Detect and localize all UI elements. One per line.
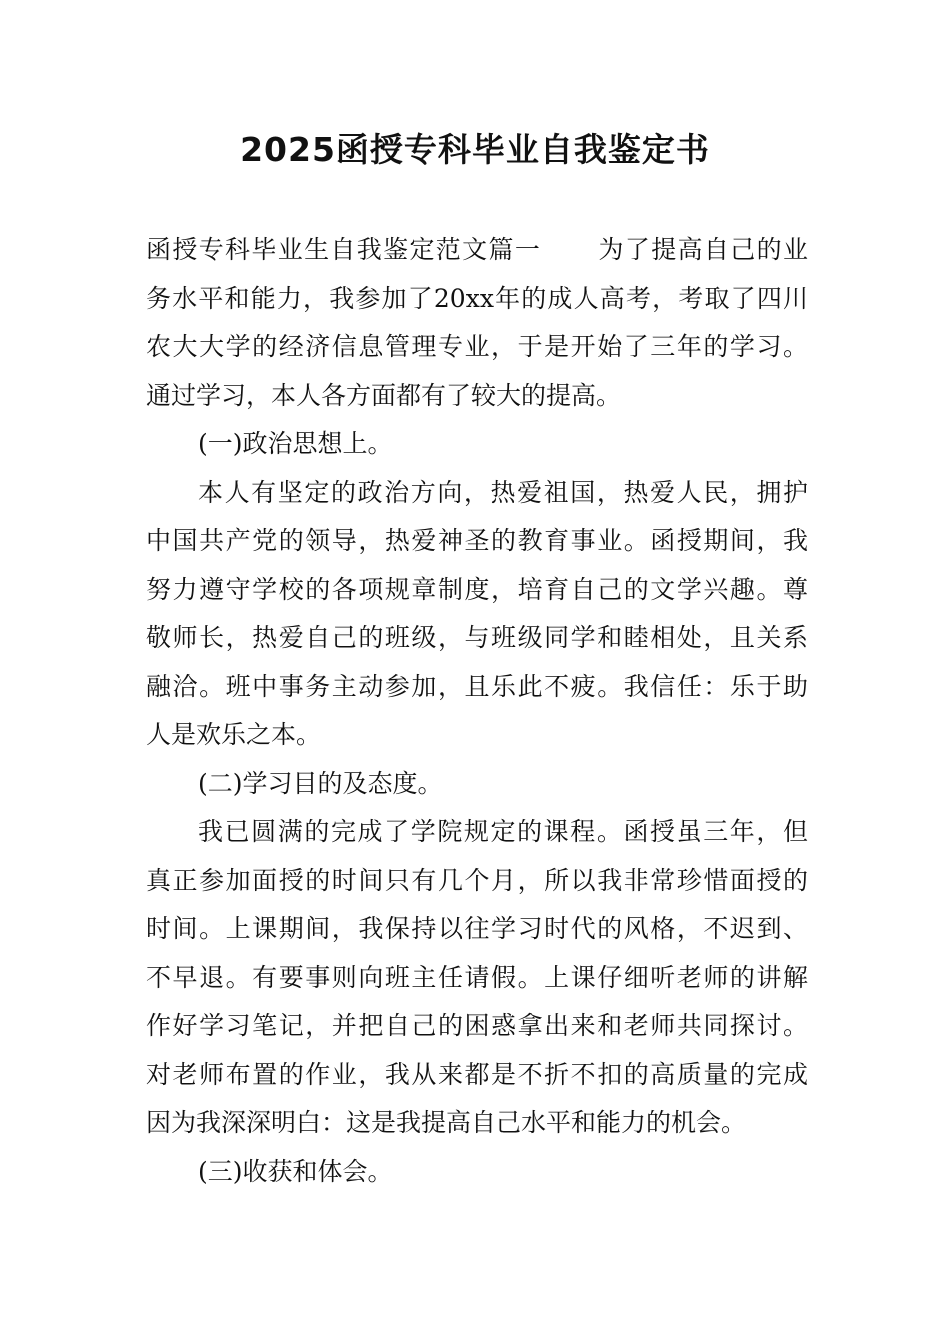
- paragraph-line: 务水平和能力，我参加了20xx年的成人高考，考取了四川: [146, 283, 808, 313]
- paragraph-line: 敬师长，热爱自己的班级，与班级同学和睦相处，且关系: [146, 623, 808, 652]
- paragraph-line: 不早退。有要事则向班主任请假。上课仔细听老师的讲解: [146, 962, 808, 992]
- section-heading: (一)政治思想上。: [198, 429, 393, 458]
- document-title: 2025函授专科毕业自我鉴定书: [240, 130, 710, 169]
- paragraph-line: 融洽。班中事务主动参加，且乐此不疲。我信任：乐于助: [146, 671, 808, 701]
- paragraph-line: [146, 226, 808, 275]
- document-body: [146, 226, 808, 1196]
- paragraph-line: 农大大学的经济信息管理专业，于是开始了三年的学习。: [146, 332, 808, 361]
- section-label: 函授专科毕业生自我鉴定范文篇一: [146, 235, 542, 264]
- paragraph-line: 作好学习笔记，并把自己的困惑拿出来和老师共同探讨。: [146, 1011, 808, 1040]
- paragraph-line: 对老师布置的作业，我从来都是不折不扣的高质量的完成: [146, 1059, 808, 1089]
- section-heading: (二)学习目的及态度。: [198, 768, 443, 798]
- paragraph-line: 本人有坚定的政治方向，热爱祖国，热爱人民，拥护: [198, 477, 808, 507]
- paragraph-line: 中国共产党的领导，热爱神圣的教育事业。函授期间，我: [146, 526, 808, 555]
- section-heading: (三)收获和体会。: [198, 1156, 393, 1186]
- paragraph-line: 时间。上课期间，我保持以往学习时代的风格，不迟到、: [146, 914, 808, 943]
- paragraph-line: 通过学习，本人各方面都有了较大的提高。: [146, 380, 622, 410]
- line-text: 为了提高自己的业: [597, 235, 808, 264]
- paragraph-line: 因为我深深明白：这是我提高自己水平和能力的机会。: [146, 1108, 747, 1137]
- paragraph-line: 人是欢乐之本。: [146, 720, 322, 749]
- paragraph-line: 我已圆满的完成了学院规定的课程。函授虽三年，但: [198, 817, 808, 846]
- paragraph-line: 努力遵守学校的各项规章制度，培育自己的文学兴趣。尊: [146, 574, 808, 604]
- paragraph-line: 真正参加面授的时间只有几个月，所以我非常珍惜面授的: [146, 865, 808, 895]
